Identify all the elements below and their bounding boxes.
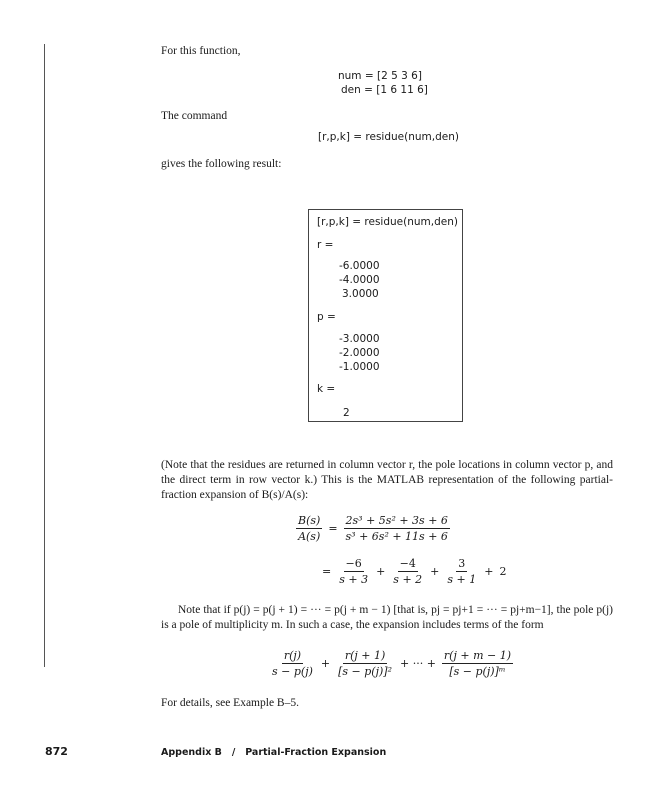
code-command: [r,p,k] = residue(num,den) xyxy=(318,131,459,143)
equation-expansion xyxy=(322,557,506,586)
r-value: -4.0000 xyxy=(339,274,380,286)
fraction-rhs xyxy=(344,514,450,543)
term-numerator: r(j + 1) xyxy=(344,649,386,662)
r-label: r = xyxy=(317,239,334,251)
note-paragraph: (Note that the residues are returned in column vector r, the pole locations in column vector p, and the direct term in row vector k.) This is the MATLAB representation of the following partial-fraction expansion of B(s)/A(s): xyxy=(161,459,613,501)
term-numerator: r(j + m − 1) xyxy=(443,649,512,662)
r-value: 3.0000 xyxy=(342,288,379,300)
p-value: -2.0000 xyxy=(339,347,380,359)
label-command: The command xyxy=(161,110,228,122)
fraction-term xyxy=(445,557,478,586)
matlab-output-box xyxy=(308,209,463,422)
p-label: p = xyxy=(317,311,336,323)
lhs-denominator: A(s) xyxy=(298,530,321,543)
term-numerator: r(j) xyxy=(283,649,302,662)
rhs-numerator: 2s³ + 5s² + 3s + 6 xyxy=(345,514,448,527)
term-denominator: s + 3 xyxy=(339,573,369,586)
fraction-term xyxy=(391,557,424,586)
fraction-term xyxy=(336,649,394,678)
fraction-term xyxy=(337,557,370,586)
fraction-term xyxy=(270,649,315,678)
term-numerator: −4 xyxy=(399,557,416,570)
lhs-numerator: B(s) xyxy=(298,514,321,527)
equals-sign: = xyxy=(322,565,332,578)
plus-sign: + xyxy=(376,565,386,578)
page-number: 872 xyxy=(45,745,68,758)
equation-multiplicity-terms xyxy=(270,649,513,678)
equals-sign: = xyxy=(328,522,338,535)
multiplicity-paragraph: Note that if p(j) = p(j + 1) = ··· = p(j + m − 1) [that is, pj = pj+1 = ··· = pj+m−1], the pole p(j) is a pole of multiplicity m. In such a case, the expansion includes terms of the form xyxy=(161,604,613,631)
term-numerator: 3 xyxy=(458,557,466,570)
plus-sign: + xyxy=(430,565,440,578)
margin-rule xyxy=(44,44,45,667)
p-value: -1.0000 xyxy=(339,361,380,373)
code-num-line: num = [2 5 3 6] xyxy=(338,70,422,82)
intro-line: For this function, xyxy=(161,45,241,57)
p-value: -3.0000 xyxy=(339,333,380,345)
fraction-term xyxy=(442,649,513,678)
code-den-line: den = [1 6 11 6] xyxy=(341,84,428,96)
plus-sign: + xyxy=(320,657,331,670)
plus-sign: + xyxy=(484,565,494,578)
ellipsis-plus: + ··· + xyxy=(400,657,436,670)
k-label: k = xyxy=(317,383,336,395)
term-denominator: s − p(j) xyxy=(272,665,313,678)
equation-bs-over-as xyxy=(296,514,450,543)
details-line: For details, see Example B–5. xyxy=(161,697,299,709)
term-denominator: s + 2 xyxy=(393,573,423,586)
term-denominator: s + 1 xyxy=(447,573,477,586)
constant-term: 2 xyxy=(499,565,507,578)
term-numerator: −6 xyxy=(345,557,362,570)
r-value: -6.0000 xyxy=(339,260,380,272)
output-command: [r,p,k] = residue(num,den) xyxy=(317,216,458,228)
k-value: 2 xyxy=(343,407,350,419)
rhs-denominator: s³ + 6s² + 11s + 6 xyxy=(345,530,448,543)
running-head: Appendix B / Partial-Fraction Expansion xyxy=(161,747,387,758)
label-result: gives the following result: xyxy=(161,158,282,170)
term-denominator: [s − p(j)]ᵐ xyxy=(449,665,506,678)
term-denominator: [s − p(j)]² xyxy=(338,665,392,678)
fraction-lhs xyxy=(296,514,322,543)
